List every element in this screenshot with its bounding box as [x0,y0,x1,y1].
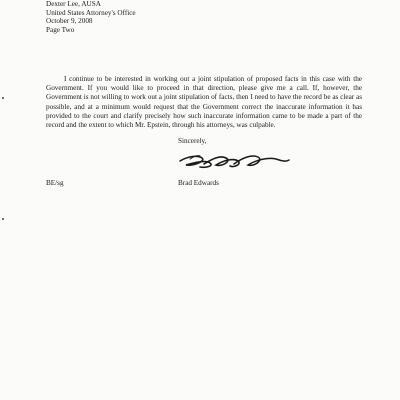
letter-header [46,0,136,34]
signer-name: Brad Edwards [178,179,219,187]
page-number: Page Two [46,25,75,34]
letter-date: October 9, 2008 [46,17,93,26]
typist-initials: BE/sg [46,179,64,187]
scan-speck [2,218,4,220]
recipient-name: Dexter Lee, AUSA [46,0,101,8]
valediction: Sincerely, [178,137,207,145]
recipient-office: United States Attorney's Office [46,8,136,17]
handwritten-signature [176,147,292,171]
scan-speck [2,97,4,99]
body-paragraph: I continue to be interested in working out a joint stipulation of proposed facts in this case with the Government. If you would like to proceed in that direction, please give me a call. If, however, the Government is not willing to work out a joint stipulation of facts, then I need to have the record be as clear as possible, and at a minimum would request that the Government correct the inaccurate information it has provided to the court and clarify precisely how such inaccurate information came to be made a part of the record and the extent to which Mr. Epstein, through his attorneys, was culpable. [46,75,362,130]
